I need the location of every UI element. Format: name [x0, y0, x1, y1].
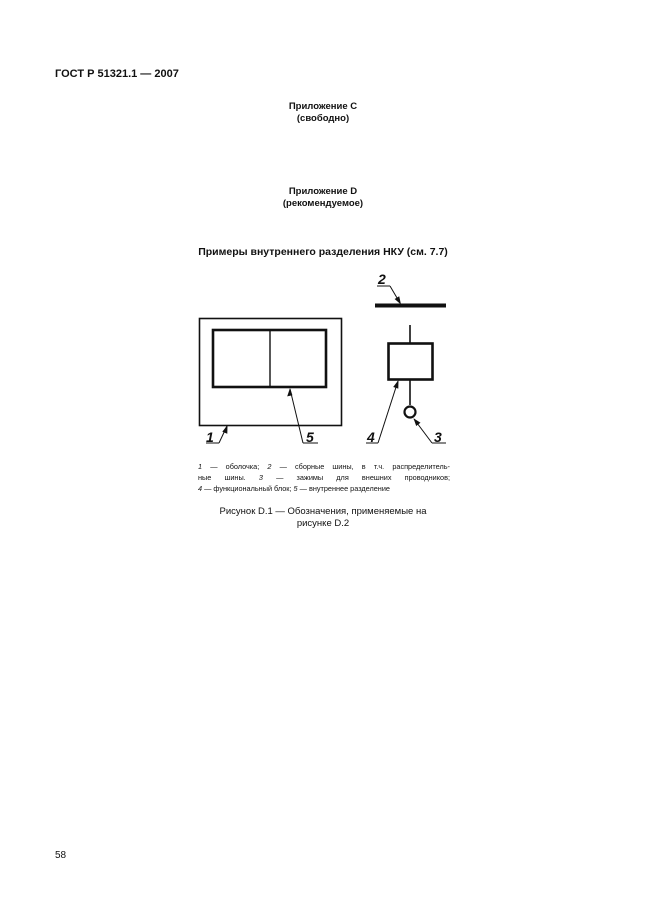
legend-text-4: — функциональный блок;	[202, 484, 294, 493]
arrowhead-1	[222, 425, 227, 434]
annex-d-title: Приложение D	[288, 186, 358, 197]
functional-unit-outline	[389, 344, 433, 380]
section-title: Примеры внутреннего разделения НКУ (см. 7.7)	[198, 246, 448, 258]
annex-d-status: (рекомендуемое)	[282, 198, 364, 209]
figure-caption	[0, 506, 646, 530]
legend-num-4: 4	[198, 484, 203, 493]
terminal-circle	[405, 407, 416, 418]
arrowhead-3	[414, 418, 421, 426]
figure-legend	[198, 461, 450, 494]
figure-label-2: 2	[378, 271, 386, 287]
document-header: ГОСТ Р 51321.1 — 2007	[55, 68, 179, 80]
arrowhead-5	[287, 388, 292, 396]
legend-text-2b: ные шины.	[198, 473, 259, 482]
arrowhead-4	[393, 380, 398, 389]
figure-label-3: 3	[434, 429, 442, 445]
legend-line-3	[198, 483, 450, 494]
legend-text-1: — оболочка;	[202, 462, 268, 471]
legend-line-1	[198, 461, 450, 472]
arrowhead-2	[395, 296, 401, 304]
legend-num-3: 3	[258, 473, 263, 482]
figure-label-1: 1	[206, 429, 214, 445]
legend-text-3: — зажимы для внешних проводников;	[262, 473, 450, 482]
annex-c-status: (свободно)	[296, 113, 350, 124]
page-number: 58	[55, 850, 67, 861]
figure-label-5: 5	[306, 429, 314, 445]
legend-num-1: 1	[198, 462, 203, 471]
figure-caption-line-2: рисунке D.2	[296, 518, 350, 529]
legend-text-2: — сборные шины, в т.ч. распределитель-	[271, 462, 450, 471]
legend-num-2: 2	[267, 462, 272, 471]
figure-caption-line-1: Рисунок D.1 — Обозначения, применяемые на	[219, 506, 427, 517]
legend-num-5: 5	[293, 484, 298, 493]
legend-line-2	[198, 472, 450, 483]
figure-label-4: 4	[367, 429, 375, 445]
annex-c-title: Приложение С	[288, 101, 358, 112]
legend-text-5: — внутреннее разделение	[297, 484, 390, 493]
